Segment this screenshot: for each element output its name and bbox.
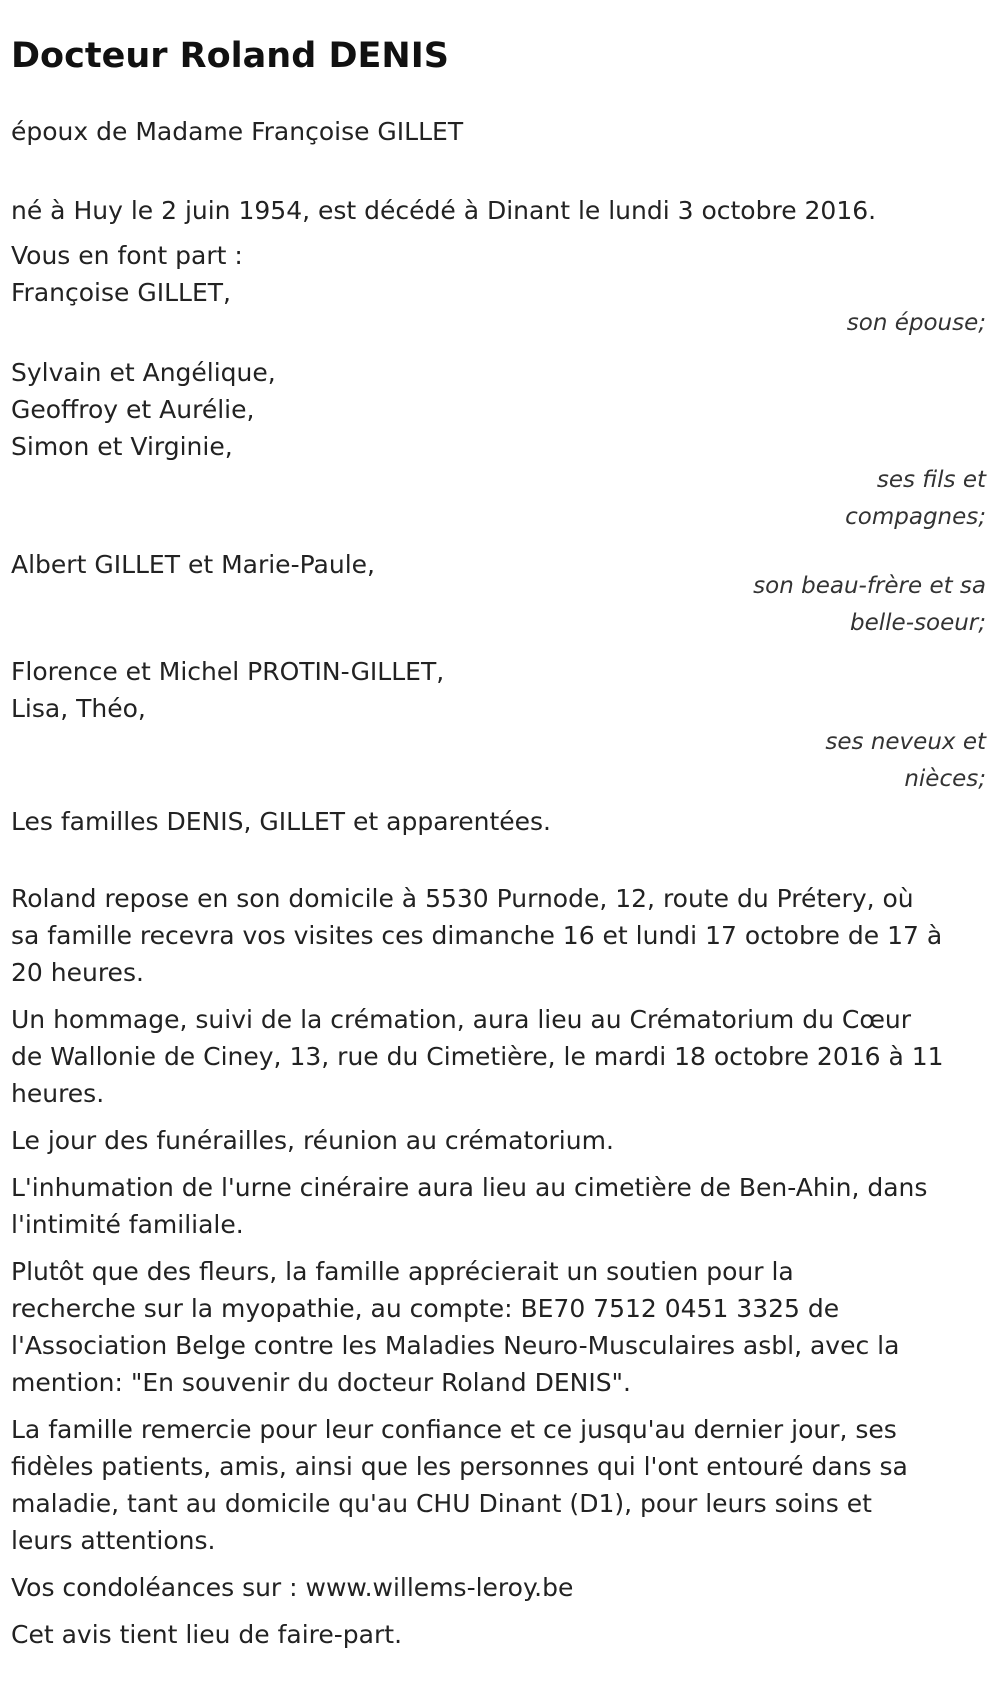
paragraph-line: l'Association Belge contre les Maladies Neuro-Musculaires asbl, avec la — [11, 1331, 900, 1360]
paragraph-ceremony — [11, 1001, 989, 1112]
announce-line: Vous en font part : — [11, 241, 243, 270]
paragraph-line: leurs attentions. — [11, 1526, 216, 1555]
paragraph-line: L'inhumation de l'urne cinéraire aura lieu au cimetière de Ben-Ahin, dans — [11, 1173, 928, 1202]
paragraph-line: maladie, tant au domicile qu'au CHU Dinant (D1), pour leurs soins et — [11, 1489, 872, 1518]
paragraph-line: de Wallonie de Ciney, 13, rue du Cimetière, le mardi 18 octobre 2016 à 11 — [11, 1042, 944, 1071]
families-line: Les familles DENIS, GILLET et apparentées. — [11, 807, 552, 836]
notice-body — [11, 880, 989, 1653]
paragraph-line: recherche sur la myopathie, au compte: BE70 7512 0451 3325 de — [11, 1294, 840, 1323]
mourner-group-spouse — [11, 273, 989, 343]
mourner-name: Geoffroy et Aurélie, — [11, 395, 255, 424]
mourner-relation: nièces; — [904, 766, 986, 792]
paragraph-line: fidèles patients, amis, ainsi que les personnes qui l'ont entouré dans sa — [11, 1452, 908, 1481]
mourner-name: Françoise GILLET, — [11, 278, 231, 307]
spouse-of-line: époux de Madame Françoise GILLET — [11, 117, 464, 146]
paragraph-condolences — [11, 1569, 989, 1606]
paragraph-line: l'intimité familiale. — [11, 1210, 244, 1239]
paragraph-line: Vos condoléances sur : www.willems-leroy.be — [11, 1573, 574, 1602]
mourner-group-sons — [11, 354, 989, 536]
mourner-group-in-laws — [11, 546, 989, 642]
paragraph-line: Plutôt que des fleurs, la famille apprécierait un soutien pour la — [11, 1257, 794, 1286]
mourner-relation: son épouse; — [846, 310, 986, 336]
birth-death-line: né à Huy le 2 juin 1954, est décédé à Dinant le lundi 3 octobre 2016. — [11, 196, 877, 225]
paragraph-line: 20 heures. — [11, 958, 144, 987]
paragraph-meeting — [11, 1122, 989, 1159]
paragraph-donation — [11, 1253, 989, 1401]
mourner-name: Simon et Virginie, — [11, 432, 233, 461]
mourner-group-nephews — [11, 653, 989, 798]
paragraph-closing — [11, 1616, 989, 1653]
paragraph-line: Cet avis tient lieu de faire-part. — [11, 1620, 403, 1649]
paragraph-line: sa famille recevra vos visites ces dimanche 16 et lundi 17 octobre de 17 à — [11, 921, 943, 950]
paragraph-line: La famille remercie pour leur confiance et ce jusqu'au dernier jour, ses — [11, 1415, 897, 1444]
mourner-name: Sylvain et Angélique, — [11, 358, 276, 387]
paragraph-line: Un hommage, suivi de la crémation, aura lieu au Crématorium du Cœur — [11, 1005, 912, 1034]
paragraph-line: heures. — [11, 1079, 105, 1108]
mourner-relation: ses neveux et — [825, 729, 986, 755]
paragraph-thanks — [11, 1411, 989, 1559]
mourner-relation: ses fils et — [876, 467, 986, 493]
paragraph-burial — [11, 1169, 989, 1243]
paragraph-line: mention: "En souvenir du docteur Roland DENIS". — [11, 1368, 632, 1397]
mourner-name: Albert GILLET et Marie-Paule, — [11, 550, 375, 579]
paragraph-line: Le jour des funérailles, réunion au crématorium. — [11, 1126, 614, 1155]
paragraph-line: Roland repose en son domicile à 5530 Purnode, 12, route du Prétery, où — [11, 884, 914, 913]
mourner-relation: compagnes; — [845, 504, 986, 530]
mourner-relation: belle-soeur; — [850, 610, 986, 636]
paragraph-visitation — [11, 880, 989, 991]
mourner-name: Florence et Michel PROTIN-GILLET, — [11, 657, 445, 686]
mourner-name: Lisa, Théo, — [11, 694, 146, 723]
notice-title: Docteur Roland DENIS — [11, 36, 449, 76]
mourner-relation: son beau-frère et sa — [753, 573, 986, 599]
